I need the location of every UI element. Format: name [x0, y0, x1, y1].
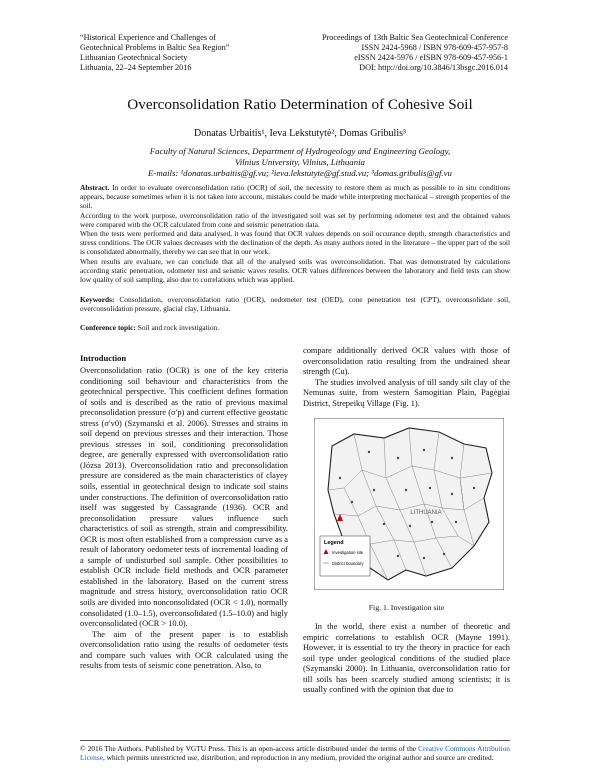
column-right-bottom	[303, 622, 510, 696]
conference-topic-label: Conference topic:	[80, 323, 136, 332]
header-right	[248, 33, 508, 73]
abstract-p2: According to the work purpose, overconsolidation ratio of the investigated soil was set by performing odometer test and the obtained values were compared with the OCR calculated from cone and seismic penetration data.	[80, 210, 510, 229]
abstract-label: Abstract.	[80, 183, 110, 192]
right-paragraph-2: The studies involved analysis of till sandy silt clay of the Nemunas suite, from western Samogitian Plain, Pagėgiai District, Strepeikų Village (Fig. 1).	[303, 377, 510, 408]
legend-title: Legend	[324, 540, 344, 546]
column-left	[80, 366, 288, 672]
abstract-p3: When the tests were performed and data analysed, it was found that OCR values depends on soil occurance depth, strength characteristics and stress conditions. The OCR values decreases with the declination of the depth. As many authors noted in the literature – the upper part of the soil is consolidated abnormally, thereby we can see that in our work.	[80, 229, 510, 257]
affiliation-line: Faculty of Natural Sciences, Department of Hydrogeology and Engineering Geology,	[149, 146, 451, 156]
header-line: “Historical Experience and Challenges of	[80, 33, 216, 42]
header-line: Lithuania, 22–24 September 2016	[80, 63, 192, 72]
doi-link[interactable]: DOI: http://doi.org/10.3846/13bsgc.2016.014	[359, 63, 508, 72]
right-paragraph-3: In the world, there exist a number of theoretic and empiric correlations to establish OCR (Mayne 1991). However, it is essential to try the theory in practice for each soil type under geological conditions of the studied place (Szymanski 2000). In Lithuania, overconsolidation ratio for till soils has been scarcely studied among scientists; it is usually confined with the opinion that due to	[303, 622, 510, 695]
keywords	[80, 295, 510, 313]
license-footer	[80, 744, 510, 762]
emails[interactable]: E-mails: ¹donatas.urbaitis@gf.vu; ²ieva.lekstutyte@gf.stud.vu; ³domas.gribulis@gf.vu	[148, 168, 452, 178]
abstract-p4: When results are evaluate, we can conclude that all of the analysed soils was overconsolidation. That was demonstrated by calculations according static penetration, odometer test and seismic waves results. OCR values differences between the laboratory and field tests can show low quality of soil sampling, also due to correlations which was applied.	[80, 256, 510, 285]
license-link[interactable]: Creative Commons Attribution License	[80, 744, 510, 762]
header-line: Proceedings of 13th Baltic Sea Geotechnical Conference	[322, 33, 508, 42]
intro-paragraph-1: Overconsolidation ratio (OCR) is one of the key criteria conditioning soil behaviour and characteristics from the geotechnical perspective. This coefficient defines formation of soils and is described as the ratio of previous maximal preconsolidation pressure (σ′p) and current effective geostatic stress (σ′v0) (Szymanski et al. 2006). Stresses and strains in soil depend on previous stresses and their interaction. Those previous stresses in soil, conditioning preconsolidation degree, are generally expressed with overconsolidation ratio (Józsa 2013). Overconsolidation ratio and preconsolidation pressure are considered as the main characteristics of clayey soils, essential in geotechnical design to indicate soil stains under constructions. The definition of overconsolidation ratio itself was suggested by Cassagrande (1936). OCR and preconsolidation pressure values influence such characteristics of soil as strength, strain and compressibility. OCR is most often established from a compression curve as a result of laboratory oedometer tests of incremental loading of a sample of undisturbed soil sample. Other possibilities to establish OCR include field methods and OCR parameter established in the laboratory. Based on the current stress magnitude and stress history, overconsolidation ratio OCR soils are divided into nonconsolidated (OCR < 1.0), normally consolidated (1.0–1.5), overconsolidated (1.5–10.0) and higly overconsolidated (OCR > 10.0).	[80, 366, 288, 629]
column-right-top	[303, 346, 510, 409]
abstract-p1: In order to evaluate overconsolidation ratio (OCR) of soil, the necessity to restore them as much as possible to in situ conditions appears, because sometimes when it is not taken into account, mistakes could be made while interpreting mechanical – strength properties of the soil.	[80, 183, 510, 211]
investigation-map	[314, 418, 504, 590]
header-line: Geotechnical Problems in Baltic Sea Region”	[80, 43, 230, 52]
license-text-pre: © 2016 The Authors. Published by VGTU Press. This is an open-access article distributed under the terms of the	[80, 744, 419, 753]
affiliation	[60, 146, 540, 179]
country-label: LITHUANIA	[410, 510, 442, 516]
keywords-label: Keywords:	[80, 295, 115, 304]
header-line: eISSN 2424-5976 / eISBN 978-609-457-956-1	[354, 53, 508, 62]
footer-divider	[80, 740, 510, 741]
affiliation-line: Vilnius University, Vilnius, Lithuania	[235, 157, 365, 167]
intro-paragraph-2: The aim of the present paper is to establish overconsolidation ratio using the results of oedometer tests and compare such values with OCR calculated using the results from tests of seismic cone penetration. Also, to	[80, 629, 288, 671]
figure-caption: Fig. 1. Investigation site	[368, 603, 445, 612]
conference-topic	[80, 323, 510, 332]
section-heading: Introduction	[80, 353, 127, 363]
conference-topic-text: Soil and rock investigation.	[137, 323, 220, 332]
legend-item: Investigation site	[332, 550, 364, 555]
keywords-text: Consolidation, overconsolidation ratio (OCR), oedometer test (OED), cone penetration test (CPT), overconsolidate soil, overconsolidation pressure, glacial clay, Lithuania.	[80, 295, 510, 314]
page-title: Overconsolidation Ratio Determination of Cohesive Soil	[127, 96, 473, 113]
legend-item: District boundary	[332, 561, 364, 566]
map-svg	[314, 418, 504, 590]
authors: Donatas Urbaitis¹, Ieva Lekstutytė², Domas Gribulis³	[193, 128, 406, 139]
header-line: Lithuanian Geotechnical Society	[80, 53, 188, 62]
abstract	[80, 183, 510, 284]
license-text-post: , which permits unrestricted use, distribution, and reproduction in any medium, provided the original author and source are credited.	[102, 753, 494, 762]
header-line: ISSN 2424-5968 / ISBN 978-609-457-957-8	[361, 43, 508, 52]
right-paragraph-1: compare additionally derived OCR values with those of overconsolidation ratio resulting from the undrained shear strength (Cu).	[303, 346, 510, 377]
